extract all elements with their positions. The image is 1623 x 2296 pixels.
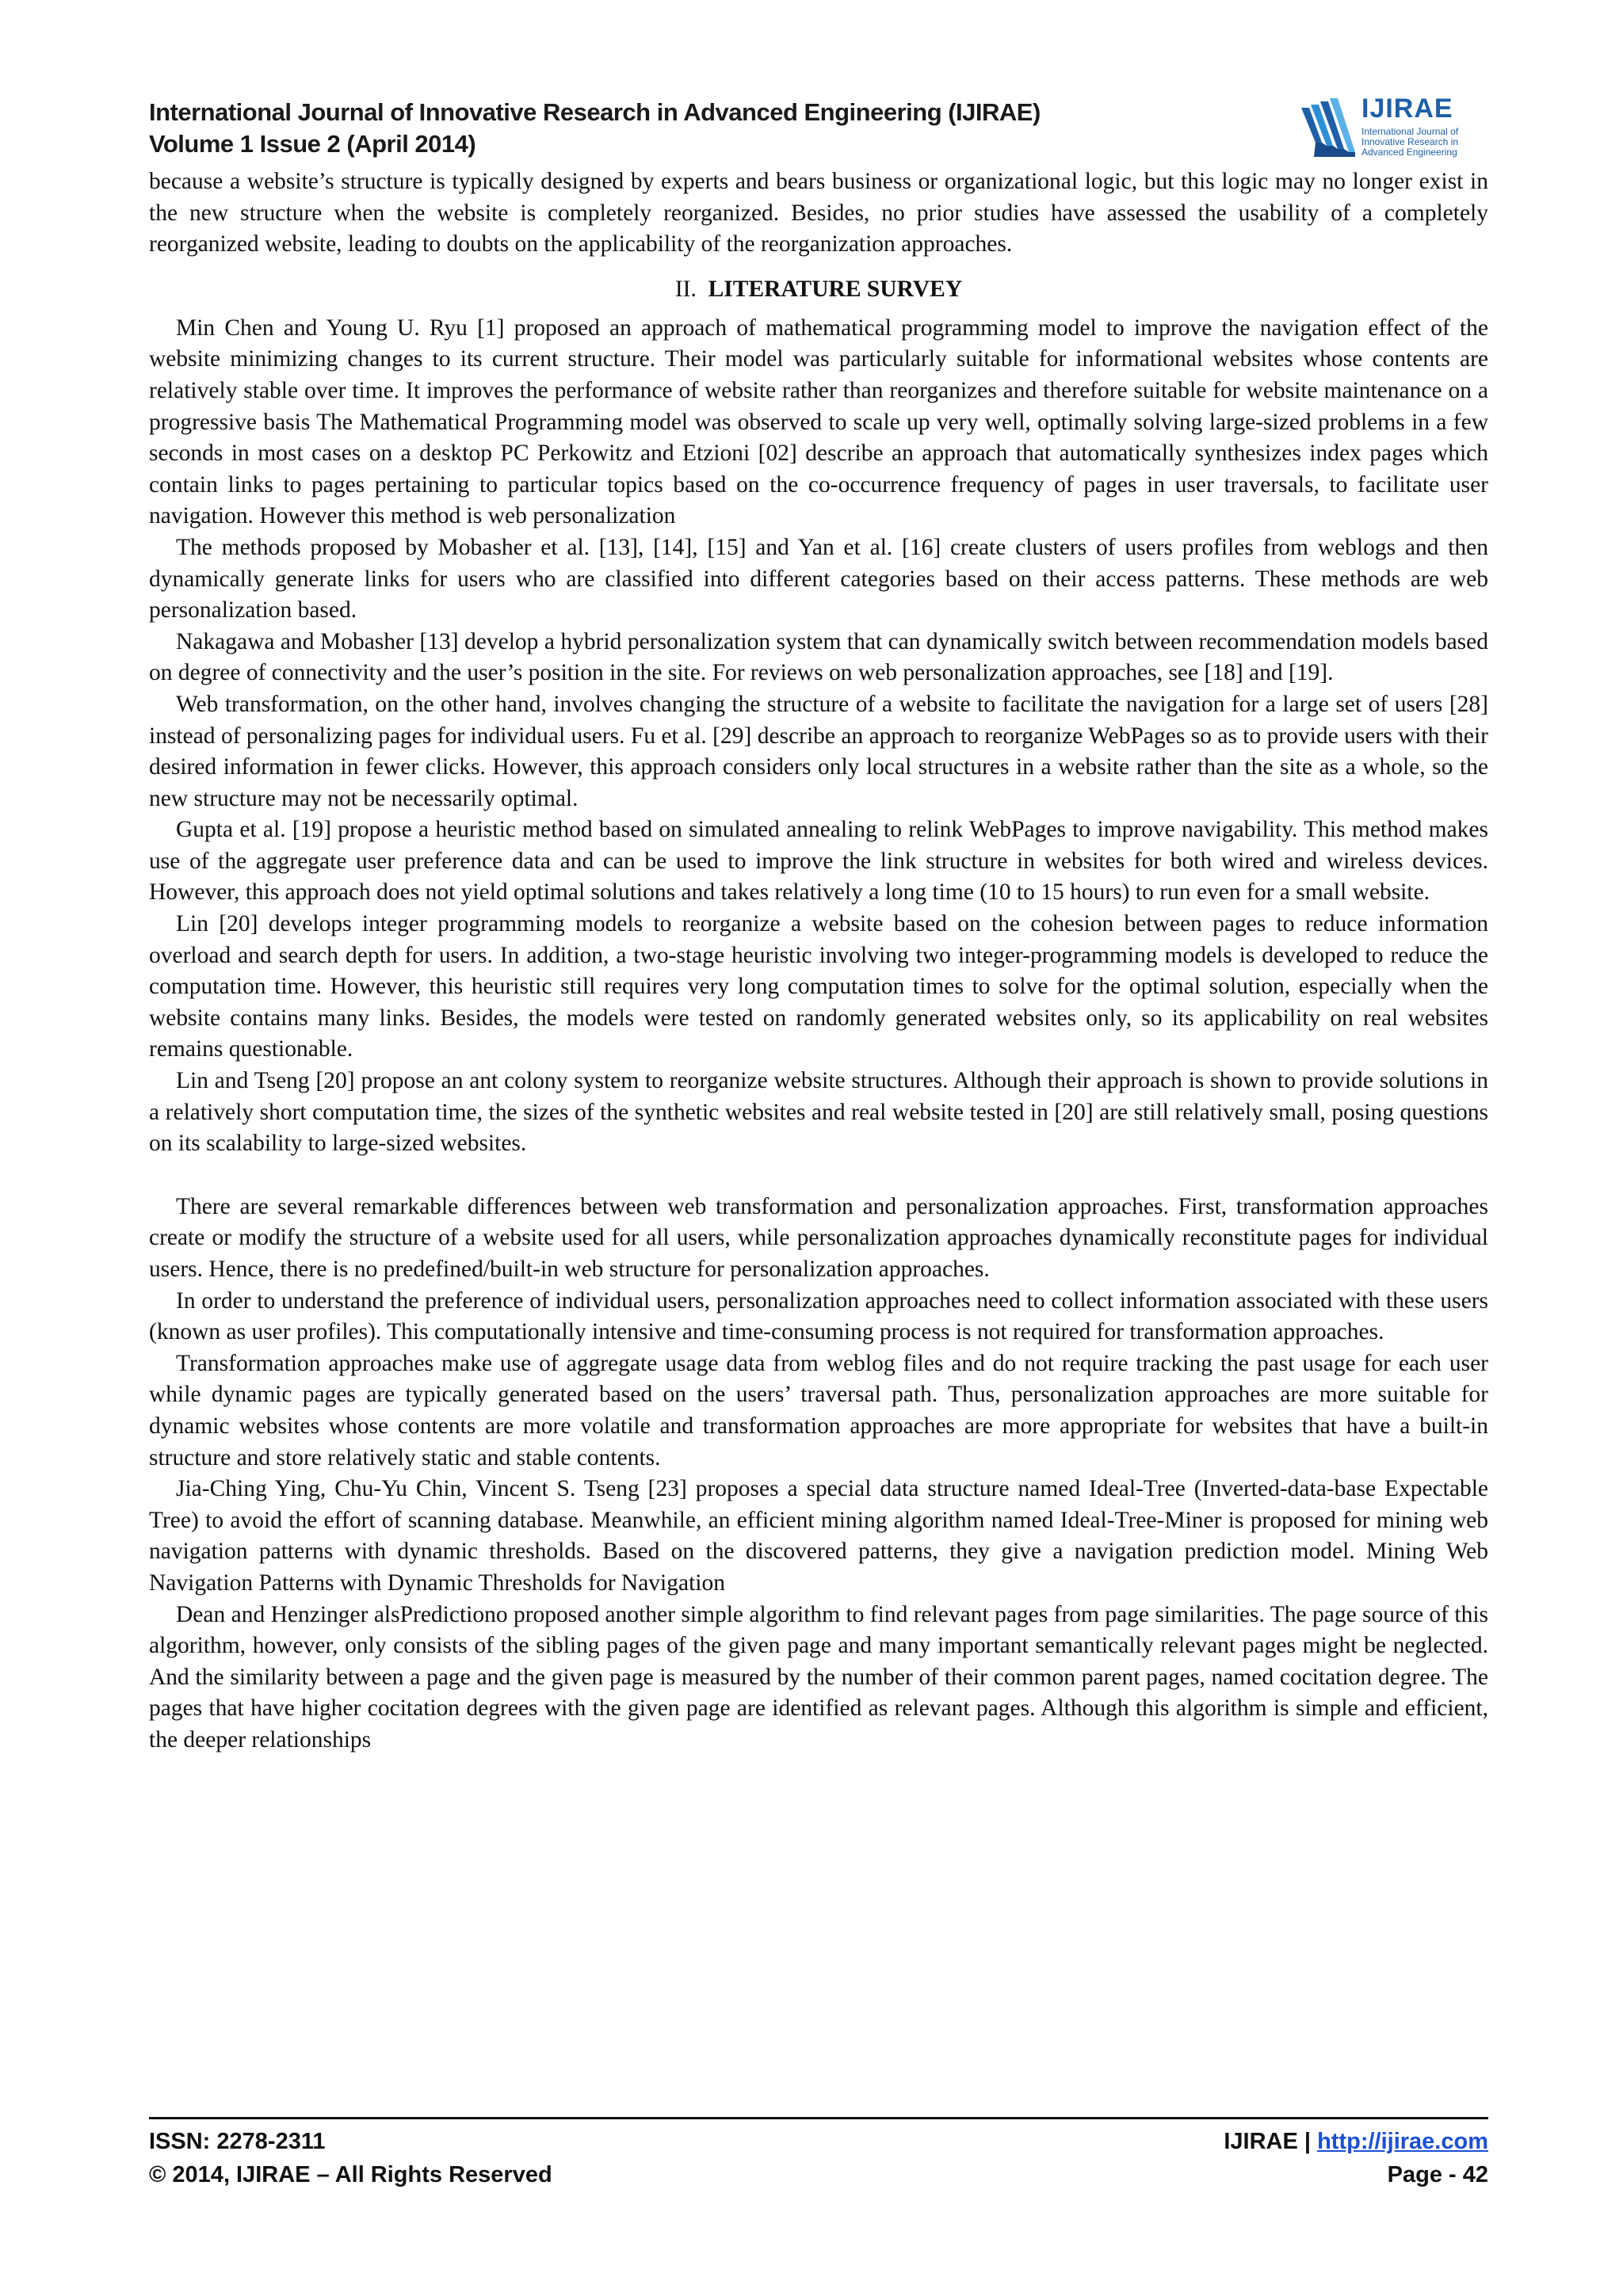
paragraph: There are several remarkable differences between web transformation and personalization approaches. First, transformation approaches create or modify the structure of a website used for all users, while personalization approaches dynamically reconstitute pages for individual users. Hence, there is no predefined/built-in web structure for personalization approaches.	[149, 1193, 1488, 1282]
volume-issue: Volume 1 Issue 2 (April 2014)	[149, 130, 476, 158]
paragraph: Jia-Ching Ying, Chu-Yu Chin, Vincent S. Tseng [23] proposes a special data structure named Ideal-Tree (Inverted-data-base Expectable Tree) to avoid the effort of scanning database. Meanwhile, an efficient mining algorithm named Ideal-Tree-Miner is proposed for mining web navigation patterns with dynamic thresholds. Based on the discovered patterns, they give a navigation prediction model. Mining Web Navigation Patterns with Dynamic Thresholds for Navigation	[149, 1476, 1488, 1596]
section-heading	[149, 261, 1488, 308]
journal-logo	[1298, 93, 1488, 160]
logo-subtext: International Journal of Innovative Research in Advanced Engineering	[1361, 126, 1459, 158]
paragraph: Lin [20] develops integer programming models to reorganize a website based on the cohesion between pages to reduce information overload and search depth for users. In addition, a two-stage heuristic involving two integer-programming models is developed to reduce the computation time. However, this heuristic still requires very long computation times to solve for the optimal solution, especially when the website contains many links. Besides, the models were tested on randomly generated websites only, so its applicability on real websites remains questionable.	[149, 911, 1488, 1062]
page-header	[149, 93, 1488, 160]
paragraph: Gupta et al. [19] propose a heuristic method based on simulated annealing to relink WebPages to improve navigability. This method makes use of the aggregate user preference data and can be used to improve the link structure in websites for both wired and wireless devices. However, this approach does not yield optimal solutions and takes relatively a long time (10 to 15 hours) to run even for a small website.	[149, 817, 1488, 906]
paragraph: Dean and Henzinger alsPredictiono proposed another simple algorithm to find relevant pages from page similarities. The page source of this algorithm, however, only consists of the sibling pages of the given page and many important semantically relevant pages might be neglected. And the similarity between a page and the given page is measured by the number of their common parent pages, named cocitation degree. The pages that have higher cocitation degrees with the given page are identified as relevant pages. Although this algorithm is simple and efficient, the deeper relationships	[149, 1601, 1488, 1753]
paragraph: Transformation approaches make use of aggregate usage data from weblog files and do not require tracking the past usage for each user while dynamic pages are typically generated based on the users’ traversal path. Thus, personalization approaches are more suitable for dynamic websites whose contents are more volatile and transformation approaches are more appropriate for websites that have a built-in structure and store relatively static and stable contents.	[149, 1350, 1488, 1470]
logo-text: IJIRAE	[1361, 93, 1453, 124]
paragraph: Nakagawa and Mobasher [13] develop a hybrid personalization system that can dynamically switch between recommendation models based on degree of connectivity and the user’s position in the site. For reviews on web personalization approaches, see [18] and [19].	[149, 628, 1488, 686]
intro-paragraph: because a website’s structure is typically designed by experts and bears business or organizational logic, but this logic may no longer exist in the new structure when the website is completely reorganized. Besides, no prior studies have assessed the usability of a completely reorganized website, leading to doubts on the applicability of the reorganization approaches.	[149, 169, 1488, 257]
section-title: LITERATURE SURVEY	[708, 276, 963, 302]
copyright: © 2014, IJIRAE – All Rights Reserved	[149, 2162, 552, 2187]
page-label: Page -	[1387, 2162, 1457, 2187]
issn: ISSN: 2278-2311	[149, 2129, 326, 2154]
footer-divider	[149, 2117, 1488, 2119]
paragraph: Web transformation, on the other hand, involves changing the structure of a website to facilitate the navigation for a large set of users [28] instead of personalizing pages for individual users. Fu et al. [29] describe an approach to reorganize WebPages so as to provide users with their desired information in fewer clicks. However, this approach considers only local structures in a website rather than the site as a whole, so the new structure may not be necessarily optimal.	[149, 691, 1488, 811]
journal-title: International Journal of Innovative Research in Advanced Engineering (IJIRAE)	[149, 98, 1041, 126]
site-link[interactable]: http://ijirae.com	[1317, 2129, 1488, 2154]
footer-site	[1224, 2125, 1488, 2158]
paragraph: The methods proposed by Mobasher et al. [13], [14], [15] and Yan et al. [16] create clusters of users profiles from weblogs and then dynamically generate links for users who are classified into different categories based on their access patterns. These methods are web personalization based.	[149, 534, 1488, 624]
paragraph: Min Chen and Young U. Ryu [1] proposed an approach of mathematical programming model to improve the navigation effect of the website minimizing changes to its current structure. Their model was particularly suitable for informational websites whose contents are relatively stable over time. It improves the performance of website rather than reorganizes and therefore suitable for website maintenance on a progressive basis The Mathematical Programming model was observed to scale up very well, optimally solving large-sized problems in a few seconds in most cases on a desktop PC Perkowitz and Etzioni [02] describe an approach that automatically synthesizes index pages which contain links to pages pertaining to particular topics based on the co-occurrence frequency of pages in user traversals, to facilitate user navigation. However this method is web personalization	[149, 315, 1488, 529]
page-footer	[149, 2125, 1488, 2191]
page-number: 42	[1462, 2162, 1488, 2187]
paragraph: Lin and Tseng [20] propose an ant colony system to reorganize website structures. Although their approach is shown to provide solutions in a relatively short computation time, the sizes of the synthetic websites and real website tested in [20] are still relatively small, posing questions on its scalability to large-sized websites.	[149, 1068, 1488, 1157]
page-content	[149, 166, 1488, 1756]
section-number: II.	[674, 276, 697, 302]
logo-stripes-icon	[1298, 93, 1358, 160]
site-label: IJIRAE |	[1224, 2129, 1312, 2154]
paragraph: In order to understand the preference of individual users, personalization approaches need to collect information associated with these users (known as user profiles). This computationally intensive and time-consuming process is not required for transformation approaches.	[149, 1287, 1488, 1345]
page-indicator	[1388, 2158, 1488, 2191]
